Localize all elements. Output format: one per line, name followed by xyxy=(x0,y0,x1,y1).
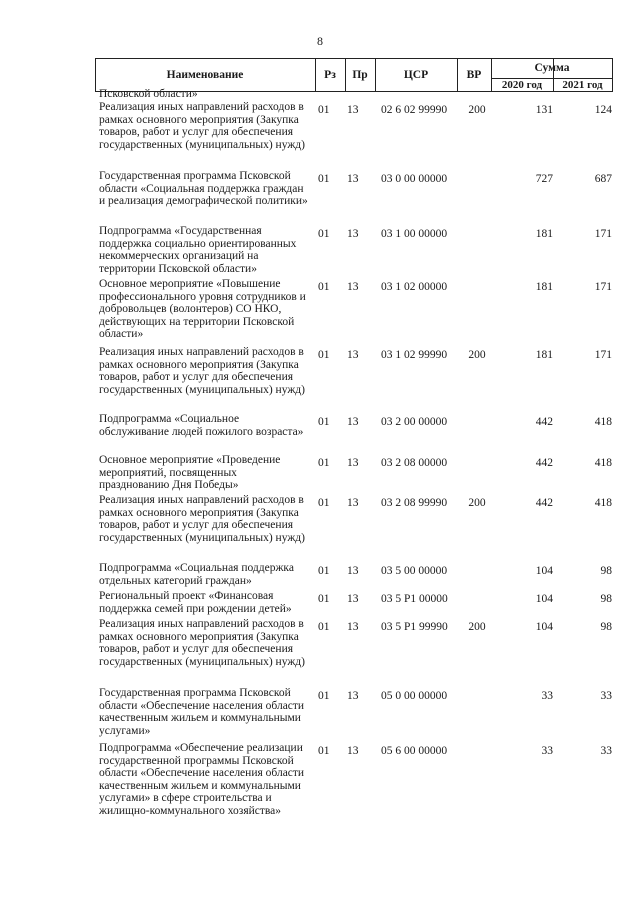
header-sum: Сумма xyxy=(534,62,570,74)
row-rz: 01 xyxy=(318,173,330,185)
header-2021: 2021 год xyxy=(562,79,603,91)
row-vr: 200 xyxy=(468,497,486,509)
row-sum-2021: 418 xyxy=(594,416,612,428)
row-rz: 01 xyxy=(318,497,330,509)
row-pr: 13 xyxy=(347,173,359,185)
row-sum-2021: 171 xyxy=(594,281,612,293)
row-sum-2020: 104 xyxy=(535,593,553,605)
header-rz: Рз xyxy=(324,69,336,81)
row-sum-2021: 124 xyxy=(594,104,612,116)
row-csr: 05 6 00 00000 xyxy=(381,745,448,757)
row-sum-2020: 181 xyxy=(535,281,553,293)
row-name: Реализация иных направлений расходов в рамках основного мероприятия (Закупка товаров, работ и услуг для обеспечения государственных (муниципальных) нужд) xyxy=(99,346,305,396)
row-sum-2020: 33 xyxy=(541,745,553,757)
row-sum-2021: 98 xyxy=(600,621,612,633)
row-name: Государственная программа Псковской области «Обеспечение населения области качественным жильем и коммунальными услугами» xyxy=(99,687,305,737)
header-2020: 2020 год xyxy=(501,79,543,91)
row-sum-2020: 181 xyxy=(535,349,553,361)
row-pr: 13 xyxy=(347,104,359,116)
row-pr: 13 xyxy=(347,281,359,293)
row-csr: 03 5 P1 00000 xyxy=(381,593,448,605)
row-sum-2020: 131 xyxy=(535,104,553,116)
row-csr: 03 5 P1 99990 xyxy=(381,621,448,633)
header-vr: ВР xyxy=(466,69,482,81)
row-pr: 13 xyxy=(347,745,359,757)
row-rz: 01 xyxy=(318,565,330,577)
header-name: Наименование xyxy=(166,69,244,81)
row-name: Региональный проект «Финансовая поддержка семей при рождении детей» xyxy=(99,590,292,615)
row-vr: 200 xyxy=(468,349,486,361)
row-sum-2021: 171 xyxy=(594,228,612,240)
row-csr: 03 2 00 00000 xyxy=(381,416,448,428)
row-pr: 13 xyxy=(347,621,359,633)
row-sum-2020: 104 xyxy=(535,621,553,633)
row-csr: 03 1 00 00000 xyxy=(381,228,448,240)
row-rz: 01 xyxy=(318,349,330,361)
row-rz: 01 xyxy=(318,593,330,605)
row-csr: 03 1 02 00000 xyxy=(381,281,448,293)
row-sum-2020: 104 xyxy=(535,565,553,577)
row-name: Подпрограмма «Социальное обслуживание людей пожилого возраста» xyxy=(99,413,304,438)
row-sum-2020: 181 xyxy=(535,228,553,240)
row-pr: 13 xyxy=(347,349,359,361)
row-name: Основное мероприятие «Повышение профессионального уровня сотрудников и добровольцев (волонтеров) СО НКО, действующих на территории Псковской области» xyxy=(99,278,306,341)
row-pr: 13 xyxy=(347,497,359,509)
row-sum-2020: 33 xyxy=(541,690,553,702)
header-pr: Пр xyxy=(352,69,368,81)
row-name: Основное мероприятие «Проведение мероприятий, посвященных празднованию Дня Победы» xyxy=(99,454,281,492)
row-sum-2021: 33 xyxy=(600,745,612,757)
row-rz: 01 xyxy=(318,621,330,633)
row-sum-2021: 687 xyxy=(594,173,612,185)
row-pr: 13 xyxy=(347,228,359,240)
row-name: Подпрограмма «Обеспечение реализации государственной программы Псковской области «Обеспечение населения области качественным жильем и коммунальными услугами» в сфере строительства и жилищно-коммунального хозяйства» xyxy=(99,742,305,817)
row-sum-2021: 171 xyxy=(594,349,612,361)
row-pr: 13 xyxy=(347,416,359,428)
row-name: Подпрограмма «Государственная поддержка социально ориентированных некоммерческих организаций на территории Псковской области» xyxy=(99,225,297,275)
row-sum-2021: 98 xyxy=(600,593,612,605)
row-sum-2021: 418 xyxy=(594,457,612,469)
row-rz: 01 xyxy=(318,281,330,293)
row-csr: 02 6 02 99990 xyxy=(381,104,448,116)
row-rz: 01 xyxy=(318,690,330,702)
row-sum-2021: 418 xyxy=(594,497,612,509)
row-name: Псковской области» xyxy=(99,88,198,100)
page-number: 8 xyxy=(317,34,323,48)
row-name: Подпрограмма «Социальная поддержка отдельных категорий граждан» xyxy=(99,562,294,587)
header-csr: ЦСР xyxy=(403,69,429,81)
row-sum-2020: 442 xyxy=(535,416,553,428)
row-rz: 01 xyxy=(318,228,330,240)
row-sum-2020: 442 xyxy=(535,497,553,509)
row-csr: 03 0 00 00000 xyxy=(381,173,448,185)
row-csr: 03 1 02 99990 xyxy=(381,349,448,361)
row-vr: 200 xyxy=(468,104,486,116)
row-vr: 200 xyxy=(468,621,486,633)
row-pr: 13 xyxy=(347,457,359,469)
row-name: Государственная программа Псковской области «Социальная поддержка граждан и реализация демографической политики» xyxy=(99,170,308,208)
row-csr: 03 2 08 99990 xyxy=(381,497,448,509)
row-csr: 05 0 00 00000 xyxy=(381,690,448,702)
row-pr: 13 xyxy=(347,690,359,702)
row-sum-2021: 33 xyxy=(600,690,612,702)
row-name: Реализация иных направлений расходов в рамках основного мероприятия (Закупка товаров, работ и услуг для обеспечения государственных (муниципальных) нужд) xyxy=(99,494,305,544)
row-rz: 01 xyxy=(318,416,330,428)
row-name: Реализация иных направлений расходов в рамках основного мероприятия (Закупка товаров, работ и услуг для обеспечения государственных (муниципальных) нужд) xyxy=(99,101,305,151)
row-pr: 13 xyxy=(347,593,359,605)
row-csr: 03 5 00 00000 xyxy=(381,565,448,577)
row-sum-2021: 98 xyxy=(600,565,612,577)
row-rz: 01 xyxy=(318,745,330,757)
table-header xyxy=(95,58,613,92)
row-rz: 01 xyxy=(318,104,330,116)
row-sum-2020: 442 xyxy=(535,457,553,469)
row-name: Реализация иных направлений расходов в рамках основного мероприятия (Закупка товаров, работ и услуг для обеспечения государственных (муниципальных) нужд) xyxy=(99,618,305,668)
row-pr: 13 xyxy=(347,565,359,577)
row-rz: 01 xyxy=(318,457,330,469)
row-csr: 03 2 08 00000 xyxy=(381,457,448,469)
row-sum-2020: 727 xyxy=(535,173,553,185)
